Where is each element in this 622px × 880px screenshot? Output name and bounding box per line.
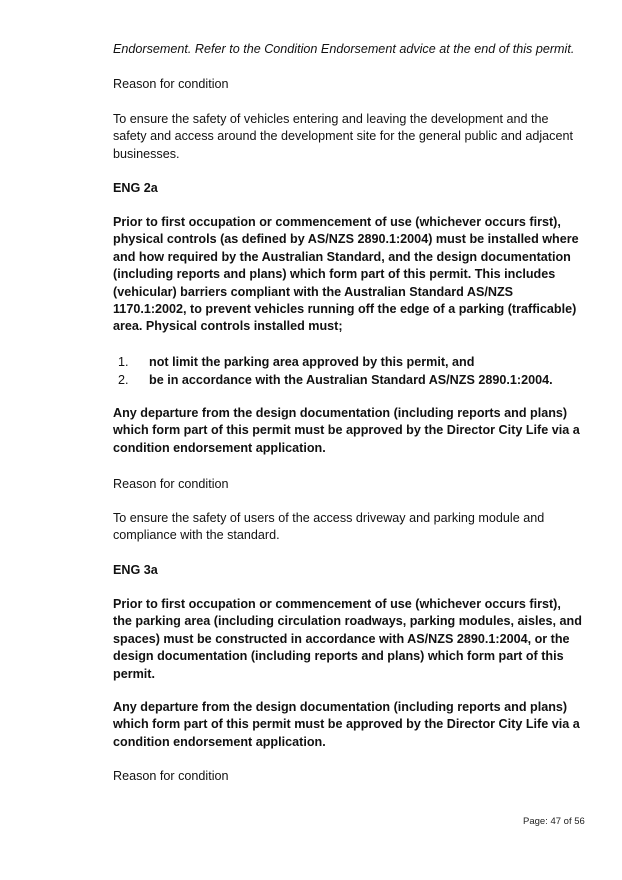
eng3a-departure-text: Any departure from the design documentation (including reports and plans) which form part of this permit must be approved by the Director City Life via a condition endorsement application.	[113, 700, 580, 749]
eng2a-departure-text: Any departure from the design documentation (including reports and plans) which form part of this permit must be approved by the Director City Life via a condition endorsement application.	[113, 406, 580, 455]
page-number-footer: Page: 47 of 56	[523, 816, 585, 827]
eng2a-reason-heading: Reason for condition	[113, 477, 229, 491]
eng2a-list-item-1	[118, 354, 474, 371]
eng2a-reason-text: To ensure the safety of users of the access driveway and parking module and compliance with the standard.	[113, 511, 545, 543]
reason-heading-1: Reason for condition	[113, 77, 229, 91]
list-number: 1.	[118, 355, 129, 369]
eng2a-condition-text: Prior to first occupation or commencement of use (whichever occurs first), physical controls (as defined by AS/NZS 2890.1:2004) must be installed where and how required by the Australian Standard, and the design documentation (including reports and plans) which form part of this permit. This includes (vehicular) barriers compliant with the Australian Standard AS/NZS 1170.1:2002, to prevent vehicles running off the edge of a parking (trafficable) area. Physical controls installed must;	[113, 215, 579, 334]
eng2a-list-item-2	[118, 372, 553, 389]
eng3a-condition-text: Prior to first occupation or commencement of use (whichever occurs first), the parking area (including circulation roadways, parking modules, aisles, and spaces) must be constructed in accordance with AS/NZS 2890.1:2004, or the design documentation (including reports and plans) which form part of this permit.	[113, 597, 582, 681]
list-text: be in accordance with the Australian Standard AS/NZS 2890.1:2004.	[149, 373, 553, 387]
reason-text-1: To ensure the safety of vehicles entering and leaving the development and the safety and access around the development site for the general public and adjacent businesses.	[113, 112, 573, 161]
eng3a-heading: ENG 3a	[113, 563, 158, 577]
list-number: 2.	[118, 373, 129, 387]
eng2a-heading: ENG 2a	[113, 181, 158, 195]
list-text: not limit the parking area approved by this permit, and	[149, 355, 475, 369]
intro-endorsement-text: Endorsement. Refer to the Condition Endorsement advice at the end of this permit.	[113, 42, 575, 56]
eng3a-reason-heading: Reason for condition	[113, 769, 229, 783]
